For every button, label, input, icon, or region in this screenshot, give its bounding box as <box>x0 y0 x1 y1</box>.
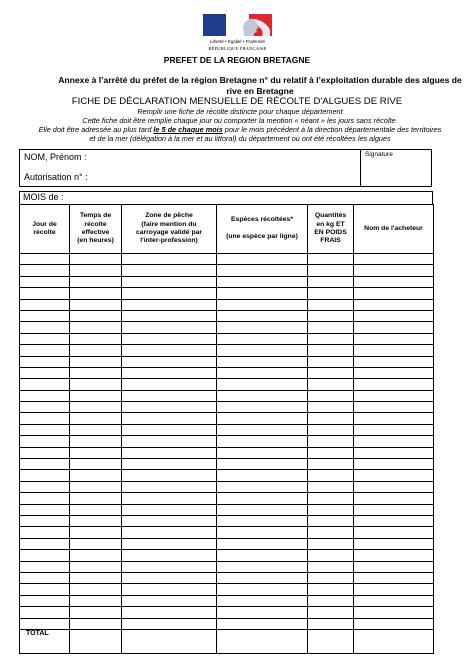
cell-time[interactable] <box>70 276 122 287</box>
cell-zone[interactable] <box>122 288 217 299</box>
cell-species[interactable] <box>217 572 308 583</box>
cell-time[interactable] <box>70 607 122 618</box>
french-flag-icon <box>203 14 272 36</box>
cell-buyer[interactable] <box>354 310 434 321</box>
table-row <box>20 299 434 310</box>
cell-time[interactable] <box>70 322 122 333</box>
cell-quantity[interactable] <box>308 459 354 470</box>
cell-quantity[interactable] <box>308 299 354 310</box>
cell-day[interactable] <box>20 538 70 549</box>
cell-buyer[interactable] <box>354 402 434 413</box>
cell-buyer[interactable] <box>354 584 434 595</box>
cell-buyer[interactable] <box>354 493 434 504</box>
cell-quantity[interactable] <box>308 572 354 583</box>
cell-day[interactable] <box>20 584 70 595</box>
cell-zone[interactable] <box>122 572 217 583</box>
cell-buyer[interactable] <box>354 572 434 583</box>
cell-zone[interactable] <box>122 550 217 561</box>
cell-buyer[interactable] <box>354 527 434 538</box>
cell-zone[interactable] <box>122 481 217 492</box>
cell-day[interactable] <box>20 515 70 526</box>
prefecture-title: PREFET DE LA REGION BRETAGNE <box>163 55 311 65</box>
harvest-table <box>19 204 434 654</box>
cell-species[interactable] <box>217 595 308 606</box>
instruction-line: Remplir une fiche de récolte distincte pour chaque département <box>137 107 343 116</box>
cell-quantity[interactable] <box>308 310 354 321</box>
cell-quantity[interactable] <box>308 527 354 538</box>
cell-species[interactable] <box>217 276 308 287</box>
table-row <box>20 595 434 606</box>
cell-zone[interactable] <box>122 618 217 629</box>
cell-quantity[interactable] <box>308 367 354 378</box>
cell-time[interactable] <box>70 550 122 561</box>
table-row <box>20 322 434 333</box>
cell-quantity[interactable] <box>308 550 354 561</box>
cell-quantity[interactable] <box>308 413 354 424</box>
instruction-text: pour le mois précédent à la direction départementale des territoires et de la mer (délégation à la mer et au littoral) du département où ont été récoltées les algues <box>89 125 442 144</box>
cell-day[interactable] <box>20 436 70 447</box>
cell-day[interactable] <box>20 345 70 356</box>
column-header-quantity: Quantités en kg ET EN POIDS FRAIS <box>308 205 354 254</box>
table-row <box>20 459 434 470</box>
cell-day[interactable] <box>20 561 70 572</box>
republic-motto: Liberté • Égalité • Fraternité <box>210 39 265 44</box>
cell-quantity[interactable] <box>308 504 354 515</box>
cell-zone[interactable] <box>122 356 217 367</box>
cell-time[interactable] <box>70 265 122 276</box>
cell-day[interactable] <box>20 356 70 367</box>
cell-time[interactable] <box>70 538 122 549</box>
table-row <box>20 356 434 367</box>
cell-buyer[interactable] <box>354 607 434 618</box>
cell-day[interactable] <box>20 618 70 629</box>
table-row <box>20 493 434 504</box>
cell-buyer[interactable] <box>354 595 434 606</box>
cell-time[interactable] <box>70 527 122 538</box>
cell-species[interactable] <box>217 459 308 470</box>
cell-quantity[interactable] <box>308 515 354 526</box>
table-row <box>20 572 434 583</box>
cell-time[interactable] <box>70 459 122 470</box>
cell-time[interactable] <box>70 447 122 458</box>
table-row <box>20 276 434 287</box>
cell-species[interactable] <box>217 493 308 504</box>
cell-buyer[interactable] <box>354 424 434 435</box>
cell-zone[interactable] <box>122 310 217 321</box>
cell-buyer[interactable] <box>354 436 434 447</box>
total-row <box>20 629 434 653</box>
cell-time[interactable] <box>70 470 122 481</box>
cell-quantity[interactable] <box>308 538 354 549</box>
cell-time[interactable] <box>70 424 122 435</box>
cell-buyer[interactable] <box>354 299 434 310</box>
table-row <box>20 618 434 629</box>
cell-quantity[interactable] <box>308 345 354 356</box>
cell-quantity[interactable] <box>308 481 354 492</box>
cell-time[interactable] <box>70 402 122 413</box>
cell-time[interactable] <box>70 561 122 572</box>
cell-zone[interactable] <box>122 436 217 447</box>
cell-time[interactable] <box>70 288 122 299</box>
table-row <box>20 584 434 595</box>
cell-time[interactable] <box>70 436 122 447</box>
table-row <box>20 413 434 424</box>
cell-buyer[interactable] <box>354 550 434 561</box>
cell-day[interactable] <box>20 470 70 481</box>
cell-buyer[interactable] <box>354 288 434 299</box>
total-cell-time[interactable] <box>70 629 122 653</box>
cell-species[interactable] <box>217 447 308 458</box>
cell-zone[interactable] <box>122 607 217 618</box>
cell-time[interactable] <box>70 254 122 265</box>
cell-buyer[interactable] <box>354 345 434 356</box>
cell-species[interactable] <box>217 356 308 367</box>
cell-buyer[interactable] <box>354 538 434 549</box>
cell-day[interactable] <box>20 299 70 310</box>
cell-zone[interactable] <box>122 276 217 287</box>
cell-quantity[interactable] <box>308 595 354 606</box>
cell-zone[interactable] <box>122 379 217 390</box>
cell-zone[interactable] <box>122 254 217 265</box>
cell-time[interactable] <box>70 504 122 515</box>
cell-buyer[interactable] <box>354 322 434 333</box>
table-row <box>20 550 434 561</box>
cell-zone[interactable] <box>122 595 217 606</box>
instruction-line: Cette fiche doit être remplie chaque jour ou comporter la mention « néant » les jours sans récolte. <box>82 116 398 125</box>
cell-species[interactable] <box>217 424 308 435</box>
cell-zone[interactable] <box>122 299 217 310</box>
cell-quantity[interactable] <box>308 470 354 481</box>
cell-day[interactable] <box>20 310 70 321</box>
cell-time[interactable] <box>70 379 122 390</box>
republique-francaise-logo <box>203 14 272 54</box>
table-row <box>20 561 434 572</box>
table-row <box>20 436 434 447</box>
identity-fields <box>20 150 361 186</box>
total-cell-species[interactable] <box>217 629 308 653</box>
cell-quantity[interactable] <box>308 561 354 572</box>
cell-day[interactable] <box>20 402 70 413</box>
cell-quantity[interactable] <box>308 390 354 401</box>
total-cell-buyer[interactable] <box>354 629 434 653</box>
cell-time[interactable] <box>70 413 122 424</box>
table-row <box>20 345 434 356</box>
cell-zone[interactable] <box>122 470 217 481</box>
cell-time[interactable] <box>70 515 122 526</box>
cell-day[interactable] <box>20 254 70 265</box>
cell-species[interactable] <box>217 333 308 344</box>
table-row <box>20 504 434 515</box>
cell-buyer[interactable] <box>354 265 434 276</box>
cell-zone[interactable] <box>122 402 217 413</box>
deadline-emphasis: le 5 de chaque mois <box>153 125 223 134</box>
cell-day[interactable] <box>20 504 70 515</box>
cell-species[interactable] <box>217 413 308 424</box>
table-row <box>20 390 434 401</box>
cell-quantity[interactable] <box>308 333 354 344</box>
cell-day[interactable] <box>20 595 70 606</box>
cell-quantity[interactable] <box>308 618 354 629</box>
table-row <box>20 310 434 321</box>
cell-buyer[interactable] <box>354 413 434 424</box>
cell-day[interactable] <box>20 447 70 458</box>
cell-species[interactable] <box>217 504 308 515</box>
table-row <box>20 333 434 344</box>
cell-quantity[interactable] <box>308 276 354 287</box>
table-row <box>20 527 434 538</box>
table-row <box>20 538 434 549</box>
cell-time[interactable] <box>70 367 122 378</box>
table-row <box>20 424 434 435</box>
cell-species[interactable] <box>217 390 308 401</box>
cell-species[interactable] <box>217 481 308 492</box>
cell-species[interactable] <box>217 607 308 618</box>
cell-quantity[interactable] <box>308 265 354 276</box>
cell-species[interactable] <box>217 550 308 561</box>
cell-zone[interactable] <box>122 515 217 526</box>
cell-zone[interactable] <box>122 561 217 572</box>
cell-buyer[interactable] <box>354 459 434 470</box>
total-cell-zone[interactable] <box>122 629 217 653</box>
cell-species[interactable] <box>217 299 308 310</box>
total-cell-quantity[interactable] <box>308 629 354 653</box>
cell-time[interactable] <box>70 345 122 356</box>
month-field[interactable]: MOIS de : <box>19 191 433 204</box>
cell-day[interactable] <box>20 322 70 333</box>
cell-species[interactable] <box>217 345 308 356</box>
cell-zone[interactable] <box>122 493 217 504</box>
cell-zone[interactable] <box>122 527 217 538</box>
cell-quantity[interactable] <box>308 288 354 299</box>
cell-time[interactable] <box>70 310 122 321</box>
cell-quantity[interactable] <box>308 436 354 447</box>
cell-day[interactable] <box>20 379 70 390</box>
column-header-time: Temps de récolte effective (en heures) <box>70 205 122 254</box>
cell-day[interactable] <box>20 367 70 378</box>
cell-zone[interactable] <box>122 345 217 356</box>
cell-day[interactable] <box>20 424 70 435</box>
cell-time[interactable] <box>70 572 122 583</box>
cell-species[interactable] <box>217 402 308 413</box>
cell-buyer[interactable] <box>354 379 434 390</box>
cell-quantity[interactable] <box>308 607 354 618</box>
table-row <box>20 367 434 378</box>
name-field-label[interactable]: NOM, Prénom : <box>24 152 87 162</box>
cell-quantity[interactable] <box>308 402 354 413</box>
table-row <box>20 470 434 481</box>
cell-quantity[interactable] <box>308 356 354 367</box>
cell-buyer[interactable] <box>354 390 434 401</box>
column-header-species: Espèces récoltées* (une espèce par ligne) <box>217 205 308 254</box>
cell-day[interactable] <box>20 276 70 287</box>
cell-zone[interactable] <box>122 367 217 378</box>
cell-day[interactable] <box>20 459 70 470</box>
cell-time[interactable] <box>70 299 122 310</box>
table-row <box>20 254 434 265</box>
cell-time[interactable] <box>70 595 122 606</box>
cell-buyer[interactable] <box>354 504 434 515</box>
cell-time[interactable] <box>70 481 122 492</box>
cell-species[interactable] <box>217 527 308 538</box>
table-header-row <box>20 205 434 254</box>
cell-species[interactable] <box>217 265 308 276</box>
cell-zone[interactable] <box>122 584 217 595</box>
cell-time[interactable] <box>70 493 122 504</box>
cell-day[interactable] <box>20 572 70 583</box>
cell-day[interactable] <box>20 527 70 538</box>
cell-buyer[interactable] <box>354 561 434 572</box>
republic-name: RÉPUBLIQUE FRANÇAISE <box>208 46 267 51</box>
cell-zone[interactable] <box>122 390 217 401</box>
cell-buyer[interactable] <box>354 618 434 629</box>
cell-time[interactable] <box>70 333 122 344</box>
cell-species[interactable] <box>217 310 308 321</box>
cell-day[interactable] <box>20 481 70 492</box>
instruction-text: Elle doit être adressée au plus tard <box>38 125 154 134</box>
cell-species[interactable] <box>217 322 308 333</box>
cell-species[interactable] <box>217 515 308 526</box>
cell-zone[interactable] <box>122 413 217 424</box>
cell-day[interactable] <box>20 265 70 276</box>
cell-buyer[interactable] <box>354 333 434 344</box>
cell-quantity[interactable] <box>308 584 354 595</box>
identity-box <box>19 149 432 187</box>
table-row <box>20 288 434 299</box>
cell-zone[interactable] <box>122 265 217 276</box>
cell-buyer[interactable] <box>354 254 434 265</box>
cell-day[interactable] <box>20 390 70 401</box>
cell-buyer[interactable] <box>354 276 434 287</box>
table-row <box>20 447 434 458</box>
marianne-profile-icon <box>234 16 270 36</box>
cell-zone[interactable] <box>122 322 217 333</box>
table-row <box>20 379 434 390</box>
table-row <box>20 265 434 276</box>
cell-zone[interactable] <box>122 538 217 549</box>
cell-buyer[interactable] <box>354 481 434 492</box>
cell-day[interactable] <box>20 288 70 299</box>
cell-buyer[interactable] <box>354 447 434 458</box>
cell-zone[interactable] <box>122 424 217 435</box>
cell-species[interactable] <box>217 254 308 265</box>
cell-zone[interactable] <box>122 459 217 470</box>
cell-species[interactable] <box>217 538 308 549</box>
cell-species[interactable] <box>217 288 308 299</box>
annex-title: Annexe à l’arrêté du préfet de la région Bretagne n° du relatif à l’exploitation durable des algues de rive en Bretagne <box>58 75 462 96</box>
instruction-deadline <box>38 125 442 143</box>
column-header-zone: Zone de pêche (faire mention du carroyage validé par l'inter-profession) <box>122 205 217 254</box>
cell-quantity[interactable] <box>308 424 354 435</box>
cell-day[interactable] <box>20 333 70 344</box>
cell-species[interactable] <box>217 436 308 447</box>
cell-time[interactable] <box>70 618 122 629</box>
table-row <box>20 607 434 618</box>
column-header-buyer: Nom de l'acheteur <box>354 205 434 254</box>
cell-time[interactable] <box>70 584 122 595</box>
cell-day[interactable] <box>20 607 70 618</box>
cell-species[interactable] <box>217 561 308 572</box>
cell-day[interactable] <box>20 550 70 561</box>
cell-time[interactable] <box>70 390 122 401</box>
cell-buyer[interactable] <box>354 470 434 481</box>
cell-quantity[interactable] <box>308 447 354 458</box>
cell-species[interactable] <box>217 470 308 481</box>
table-row <box>20 402 434 413</box>
form-title: FICHE DE DÉCLARATION MENSUELLE DE RÉCOLTE D'ALGUES DE RIVE <box>71 96 403 107</box>
cell-buyer[interactable] <box>354 367 434 378</box>
cell-quantity[interactable] <box>308 322 354 333</box>
cell-buyer[interactable] <box>354 515 434 526</box>
cell-day[interactable] <box>20 413 70 424</box>
cell-time[interactable] <box>70 356 122 367</box>
cell-species[interactable] <box>217 584 308 595</box>
table-row <box>20 515 434 526</box>
column-header-day: Jour de récolte <box>20 205 70 254</box>
cell-species[interactable] <box>217 618 308 629</box>
cell-zone[interactable] <box>122 447 217 458</box>
signature-field-label[interactable]: Signature <box>365 151 393 158</box>
cell-species[interactable] <box>217 379 308 390</box>
cell-zone[interactable] <box>122 504 217 515</box>
cell-quantity[interactable] <box>308 493 354 504</box>
cell-buyer[interactable] <box>354 356 434 367</box>
cell-quantity[interactable] <box>308 254 354 265</box>
authorization-field-label[interactable]: Autorisation n° : <box>24 172 88 182</box>
table-row <box>20 481 434 492</box>
total-label: TOTAL <box>20 629 70 653</box>
cell-zone[interactable] <box>122 333 217 344</box>
cell-quantity[interactable] <box>308 379 354 390</box>
cell-species[interactable] <box>217 367 308 378</box>
cell-day[interactable] <box>20 493 70 504</box>
